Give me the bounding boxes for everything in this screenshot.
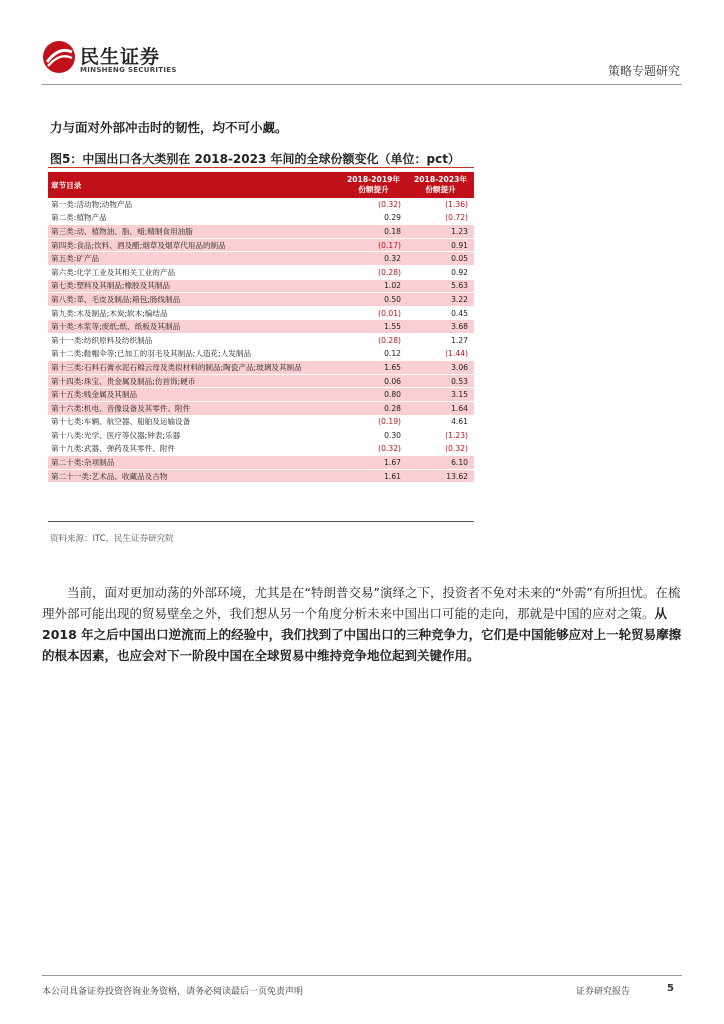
row-category: 第三类:动、植物油、脂、蜡;精制食用油脂 (48, 225, 340, 239)
row-value-2018-2019: (0.01) (340, 306, 407, 320)
column-header-line: 2018-2023年 (413, 175, 467, 184)
row-category: 第十五类:贱金属及其制品 (48, 388, 340, 402)
logo-chinese-name: 民生证券 (80, 46, 161, 68)
footer-report-type: 证券研究报告 (575, 987, 630, 997)
table-row (48, 225, 474, 239)
share-change-table (48, 172, 474, 483)
table-row (48, 469, 474, 483)
page-number: 5 (667, 983, 674, 994)
table-row (48, 293, 474, 307)
row-value-2018-2019: (0.32) (340, 442, 407, 456)
footer-divider (42, 975, 682, 976)
figure-table-container (48, 172, 474, 483)
row-value-2018-2019: 1.65 (340, 361, 407, 375)
table-row (48, 198, 474, 211)
row-value-2018-2019: 1.67 (340, 456, 407, 470)
figure-title-divider (48, 167, 474, 168)
row-value-2018-2023: 0.05 (407, 252, 474, 266)
table-row (48, 388, 474, 402)
column-header-2018-2019 (340, 172, 407, 198)
row-category: 第二十类:杂项制品 (48, 456, 340, 470)
row-category: 第四类:食品;饮料、酒及醋;烟草及烟草代用品的制品 (48, 238, 340, 252)
row-value-2018-2023: 3.68 (407, 320, 474, 334)
row-value-2018-2023: (0.72) (407, 211, 474, 225)
row-value-2018-2019: (0.17) (340, 238, 407, 252)
row-value-2018-2023: 13.62 (407, 469, 474, 483)
row-value-2018-2023: 3.15 (407, 388, 474, 402)
row-value-2018-2019: 0.32 (340, 252, 407, 266)
row-category: 第十六类:机电、音像设备及其零件、附件 (48, 401, 340, 415)
row-value-2018-2023: 1.64 (407, 401, 474, 415)
body-paragraph (42, 582, 682, 666)
row-category: 第十八类:光学、医疗等仪器;钟表;乐器 (48, 429, 340, 443)
body-text-normal: 当前，面对更加动荡的外部环境，尤其是在“特朗普交易”演绎之下，投资者不免对未来的“外需”有所担忧。在梳理外部可能出现的贸易壁垒之外，我们想从另一个角度分析未来中国出口可能的走向，那就是中国的应对之策。 (42, 585, 681, 621)
company-logo (42, 40, 192, 76)
table-row (48, 252, 474, 266)
row-value-2018-2019: (0.28) (340, 333, 407, 347)
document-category: 策略专题研究 (607, 64, 680, 78)
row-category: 第五类:矿产品 (48, 252, 340, 266)
table-body (48, 198, 474, 483)
column-header-line: 份额提升 (425, 185, 456, 194)
row-category: 第十二类:鞋帽伞等;已加工的羽毛及其制品;人造花;人发制品 (48, 347, 340, 361)
figure-title: 图5：中国出口各大类别在 2018-2023 年间的全球份额变化（单位：pct） (50, 152, 460, 166)
row-value-2018-2023: 3.06 (407, 361, 474, 375)
row-value-2018-2023: (1.23) (407, 429, 474, 443)
row-value-2018-2023: (1.44) (407, 347, 474, 361)
row-value-2018-2023: 0.91 (407, 238, 474, 252)
row-category: 第二类:植物产品 (48, 211, 340, 225)
row-value-2018-2019: 0.80 (340, 388, 407, 402)
column-header-line: 2018-2019年 (346, 175, 400, 184)
row-category: 第一类:活动物;动物产品 (48, 198, 340, 211)
row-category: 第八类:革、毛皮及制品;箱包;肠线制品 (48, 293, 340, 307)
row-category: 第十七类:车辆、航空器、船舶及运输设备 (48, 415, 340, 429)
table-row (48, 429, 474, 443)
row-value-2018-2023: 0.45 (407, 306, 474, 320)
row-value-2018-2023: 3.22 (407, 293, 474, 307)
row-value-2018-2023: 0.53 (407, 374, 474, 388)
table-row (48, 265, 474, 279)
footer-disclaimer: 本公司具备证券投资咨询业务资格，请务必阅读最后一页免责声明 (42, 987, 304, 997)
table-bottom-rule (48, 521, 474, 522)
row-value-2018-2019: 0.50 (340, 293, 407, 307)
row-category: 第十一类:纺织原料及纺织制品 (48, 333, 340, 347)
row-value-2018-2023: 1.27 (407, 333, 474, 347)
table-row (48, 374, 474, 388)
logo-english-name: MINSHENG SECURITIES (80, 66, 177, 74)
row-value-2018-2019: 1.55 (340, 320, 407, 334)
row-category: 第十类:木浆等;废纸;纸、纸板及其制品 (48, 320, 340, 334)
table-header-row (48, 172, 474, 198)
table-row (48, 211, 474, 225)
body-text-bold: 从 2018 年之后中国出口逆流而上的经验中，我们找到了中国出口的三种竞争力，它们是中国能够应对上一轮贸易摩擦的根本因素，也应会对下一阶段中国在全球贸易中维持竞争地位起到关键作用。 (42, 606, 682, 663)
row-value-2018-2019: 0.29 (340, 211, 407, 225)
row-value-2018-2019: (0.19) (340, 415, 407, 429)
row-category: 第十三类:石料石膏水泥石棉云母及类似材料的制品;陶瓷产品;玻璃及其制品 (48, 361, 340, 375)
row-value-2018-2019: 0.18 (340, 225, 407, 239)
row-value-2018-2019: 0.30 (340, 429, 407, 443)
table-row (48, 415, 474, 429)
row-category: 第十九类:武器、弹药及其零件、附件 (48, 442, 340, 456)
row-category: 第六类:化学工业及其相关工业的产品 (48, 265, 340, 279)
row-value-2018-2019: 0.06 (340, 374, 407, 388)
intro-text: 力与面对外部冲击时的韧性，均不可小觑。 (50, 120, 288, 135)
table-row (48, 333, 474, 347)
row-value-2018-2023: 6.10 (407, 456, 474, 470)
column-header-category: 章节目录 (48, 172, 340, 198)
table-row (48, 279, 474, 293)
figure-source: 资料来源：ITC，民生证券研究院 (50, 534, 174, 544)
table-row (48, 442, 474, 456)
row-value-2018-2019: (0.28) (340, 265, 407, 279)
table-row (48, 361, 474, 375)
row-category: 第十四类:珠宝、贵金属及制品;仿首饰;硬币 (48, 374, 340, 388)
row-category: 第二十一类:艺术品、收藏品及古物 (48, 469, 340, 483)
row-value-2018-2023: (1.36) (407, 198, 474, 211)
row-value-2018-2019: 0.12 (340, 347, 407, 361)
row-value-2018-2023: 1.23 (407, 225, 474, 239)
row-value-2018-2019: 1.61 (340, 469, 407, 483)
table-row (48, 347, 474, 361)
table-row (48, 401, 474, 415)
row-value-2018-2019: 0.28 (340, 401, 407, 415)
minsheng-logo-icon (42, 40, 76, 74)
table-row (48, 456, 474, 470)
column-header-2018-2023 (407, 172, 474, 198)
column-header-line: 份额提升 (358, 185, 389, 194)
table-row (48, 320, 474, 334)
row-category: 第七类:塑料及其制品;橡胶及其制品 (48, 279, 340, 293)
table-row (48, 238, 474, 252)
row-value-2018-2023: 0.92 (407, 265, 474, 279)
row-value-2018-2023: 4.61 (407, 415, 474, 429)
row-value-2018-2019: 1.02 (340, 279, 407, 293)
row-category: 第九类:木及制品;木炭;软木;编结品 (48, 306, 340, 320)
table-row (48, 306, 474, 320)
row-value-2018-2023: 5.63 (407, 279, 474, 293)
row-value-2018-2023: (0.32) (407, 442, 474, 456)
row-value-2018-2019: (0.32) (340, 198, 407, 211)
header-divider (42, 84, 682, 85)
